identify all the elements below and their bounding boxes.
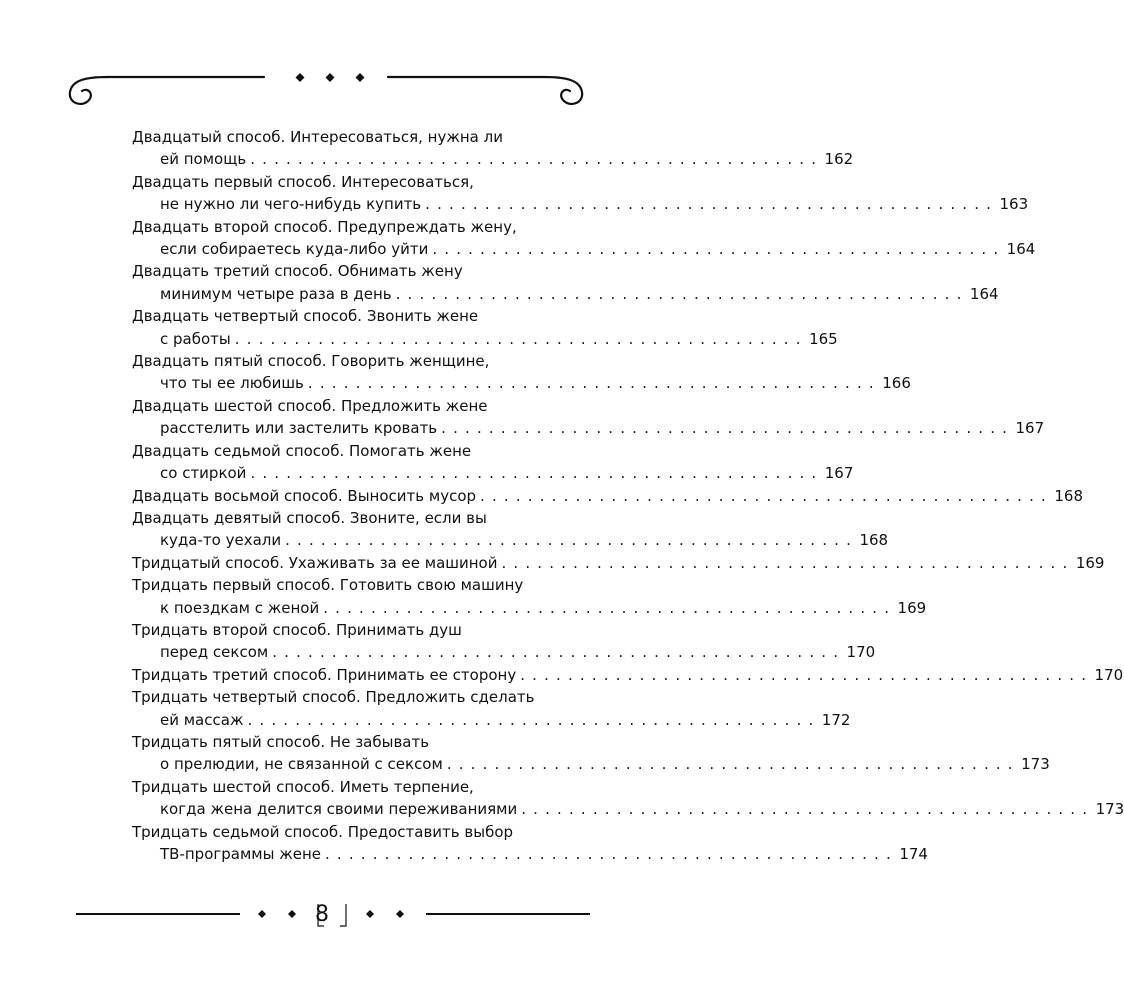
toc-page-number: 173 (1021, 755, 1050, 774)
toc-entry-title: Тридцать пятый способ. Не забывать (132, 732, 430, 751)
toc-page-number: 167 (1015, 419, 1045, 438)
toc-page-number: 173 (1095, 800, 1124, 819)
toc-page-number: 166 (882, 374, 911, 393)
toc-entry-title-continuation: расстелить или застелить кровать (160, 419, 438, 438)
toc-page-number: 172 (821, 710, 851, 729)
dot-leader: . . . . . . . . . . . . . . . . . . . . . . . . . . . . . . . . . . . . . . . . . . . . . . . . (432, 240, 1000, 259)
toc-entry-title: Двадцать седьмой способ. Помогать жене (132, 441, 472, 460)
dot-leader: . . . . . . . . . . . . . . . . . . . . . . . . . . . . . . . . . . . . . . . . . . . . . . . . (441, 419, 1009, 438)
toc-entry-title-continuation: ей массаж (160, 710, 244, 729)
toc-page-number: 162 (824, 150, 854, 169)
dot-leader: . . . . . . . . . . . . . . . . . . . . . . . . . . . . . . . . . . . . . . . . . . . . . . . . (425, 195, 993, 214)
dot-leader: . . . . . . . . . . . . . . . . . . . . . . . . . . . . . . . . . . . . . . . . . . . . . . . . (501, 553, 1069, 572)
dot-leader: . . . . . . . . . . . . . . . . . . . . . . . . . . . . . . . . . . . . . . . . . . . . . . . . (395, 284, 963, 303)
toc-entry-title-continuation: если собираетесь куда-либо уйти (160, 240, 429, 259)
toc-entry-title-continuation: что ты ее любишь (160, 374, 304, 393)
toc-entry-title: Двадцать третий способ. Обнимать жену (132, 262, 463, 281)
toc-entry-title-continuation: ей помощь (160, 150, 247, 169)
dot-leader: . . . . . . . . . . . . . . . . . . . . . . . . . . . . . . . . . . . . . . . . . . . . . . . . (521, 800, 1089, 819)
toc-entry-title: Двадцатый способ. Интересоваться, нужна ли (132, 128, 503, 146)
dot-leader: . . . . . . . . . . . . . . . . . . . . . . . . . . . . . . . . . . . . . . . . . . . . . . . . (250, 464, 818, 483)
toc-entry-title: Двадцать четвертый способ. Звонить жене (132, 307, 479, 326)
toc-page-number: 163 (999, 195, 1029, 214)
toc-entry-title: Тридцать седьмой способ. Предоставить выбор (132, 822, 514, 841)
toc-page-number: 167 (824, 464, 854, 483)
page-number: 8 (315, 902, 329, 927)
dot-leader: . . . . . . . . . . . . . . . . . . . . . . . . . . . . . . . . . . . . . . . . . . . . . . . . (247, 710, 815, 729)
toc-entry-title: Тридцать третий способ. Принимать ее сторону (132, 665, 517, 684)
toc-page-number: 170 (846, 643, 876, 662)
toc-entry-title: Тридцать четвертый способ. Предложить сделать (132, 688, 535, 707)
toc-page-number: 168 (1054, 486, 1083, 505)
toc-entry-title-continuation: ТВ-программы жене (160, 845, 321, 863)
toc-entry-title: Тридцать шестой способ. Иметь терпение, (132, 777, 474, 796)
toc-entry-title-continuation: минимум четыре раза в день (160, 284, 392, 303)
toc-entry-title-continuation: куда-то уехали (160, 531, 282, 550)
toc-entry-title-continuation: с работы (160, 329, 231, 348)
toc-entry-title: Двадцать второй способ. Предупреждать жену, (132, 217, 517, 236)
toc-page-number: 174 (899, 845, 928, 863)
toc-entry-title-continuation: к поездкам с женой (160, 598, 320, 617)
toc-entry-title: Тридцатый способ. Ухаживать за ее машиной (132, 553, 498, 572)
toc-entry-title: Тридцать второй способ. Принимать душ (132, 620, 462, 639)
toc-page-number: 164 (969, 284, 999, 303)
toc-entry-title: Двадцать восьмой способ. Выносить мусор (132, 486, 477, 505)
toc-entry-title-continuation: не нужно ли чего-нибудь купить (160, 195, 422, 214)
dot-leader: . . . . . . . . . . . . . . . . . . . . . . . . . . . . . . . . . . . . . . . . . . . . . . . . (325, 845, 892, 863)
toc-entry-title: Двадцать первый способ. Интересоваться, (132, 172, 474, 191)
dot-leader: . . . . . . . . . . . . . . . . . . . . . . . . . . . . . . . . . . . . . . . . . . . . . . . . (285, 531, 853, 550)
toc-entry-title-continuation: со стиркой (160, 464, 247, 483)
toc-entry-title: Тридцать первый способ. Готовить свою машину (132, 576, 524, 595)
toc-entry-title: Двадцать пятый способ. Говорить женщине, (132, 352, 490, 371)
dot-leader: . . . . . . . . . . . . . . . . . . . . . . . . . . . . . . . . . . . . . . . . . . . . . . . . (446, 755, 1014, 774)
dot-leader: . . . . . . . . . . . . . . . . . . . . . . . . . . . . . . . . . . . . . . . . . . . . . . . . (234, 329, 802, 348)
dot-leader: . . . . . . . . . . . . . . . . . . . . . . . . . . . . . . . . . . . . . . . . . . . . . . . . (307, 374, 875, 393)
toc-page-number: 164 (1006, 240, 1036, 259)
toc-entry-title-continuation: когда жена делится своими переживаниями (160, 800, 518, 819)
toc-page-number: 169 (1075, 553, 1105, 572)
dot-leader: . . . . . . . . . . . . . . . . . . . . . . . . . . . . . . . . . . . . . . . . . . . . . . . . (323, 598, 891, 617)
toc-entry-title: Двадцать девятый способ. Звоните, если вы (132, 508, 487, 527)
dot-leader: . . . . . . . . . . . . . . . . . . . . . . . . . . . . . . . . . . . . . . . . . . . . . . . . (480, 486, 1047, 505)
toc-entry-title: Двадцать шестой способ. Предложить жене (132, 396, 488, 415)
dot-leader: . . . . . . . . . . . . . . . . . . . . . . . . . . . . . . . . . . . . . . . . . . . . . . . . (250, 150, 818, 169)
toc-entry-title-continuation: перед сексом (160, 643, 269, 662)
dot-leader: . . . . . . . . . . . . . . . . . . . . . . . . . . . . . . . . . . . . . . . . . . . . . . . . (272, 643, 840, 662)
toc-page-number: 165 (809, 329, 838, 348)
toc-entry-title-continuation: о прелюдии, не связанной с сексом (160, 755, 443, 774)
dot-leader: . . . . . . . . . . . . . . . . . . . . . . . . . . . . . . . . . . . . . . . . . . . . . . . . (520, 665, 1088, 684)
toc-page-number: 168 (859, 531, 889, 550)
toc-page-number: 169 (897, 598, 927, 617)
toc-page-number: 170 (1094, 665, 1124, 684)
